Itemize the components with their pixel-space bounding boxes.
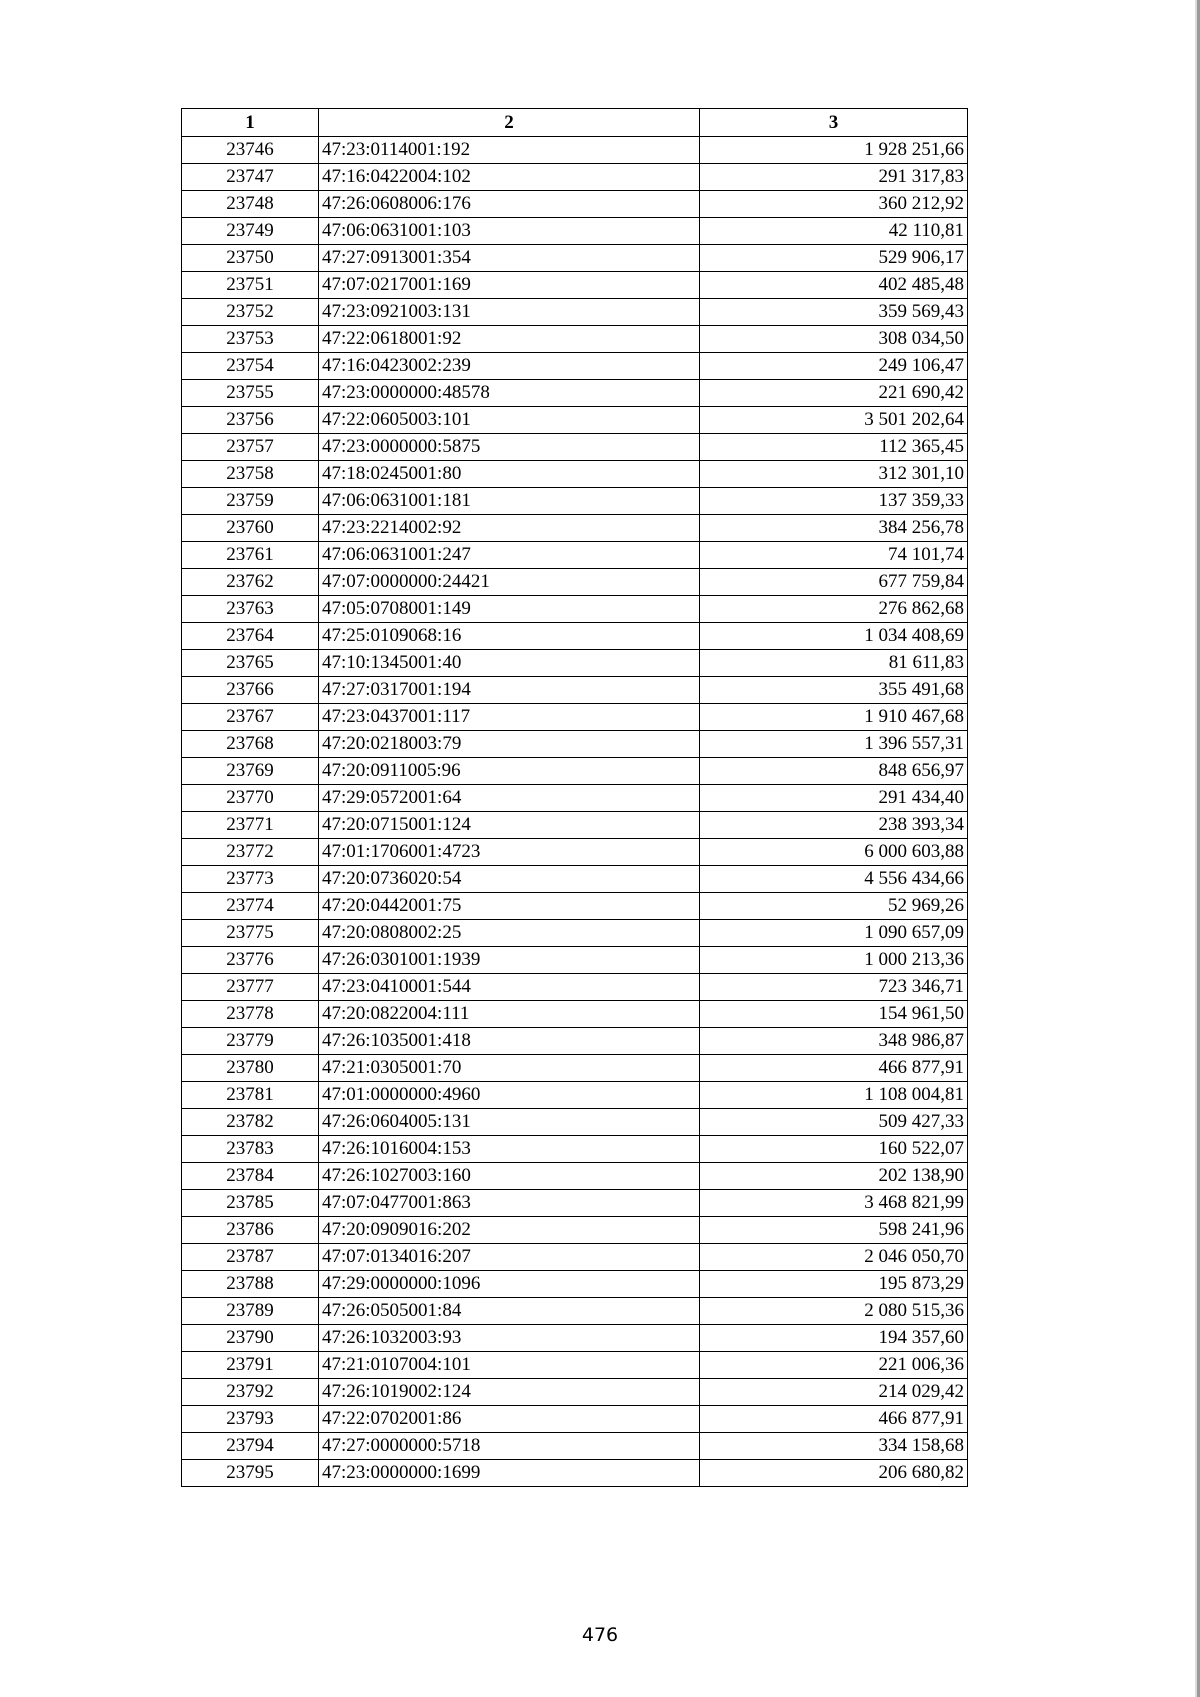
cadastral-number-cell: 47:26:1027003:160 [319,1163,700,1190]
row-number-cell: 23781 [182,1082,319,1109]
table-row [182,1001,968,1028]
table-row [182,731,968,758]
cadastral-number-cell: 47:29:0572001:64 [319,785,700,812]
row-number-cell: 23750 [182,245,319,272]
value-cell: 291 317,83 [700,164,968,191]
table-row [182,569,968,596]
cadastral-number-cell: 47:23:2214002:92 [319,515,700,542]
cadastral-number-cell: 47:06:0631001:247 [319,542,700,569]
table-row [182,704,968,731]
value-cell: 276 862,68 [700,596,968,623]
cadastral-number-cell: 47:07:0000000:24421 [319,569,700,596]
value-cell: 1 910 467,68 [700,704,968,731]
row-number-cell: 23774 [182,893,319,920]
row-number-cell: 23749 [182,218,319,245]
cadastral-number-cell: 47:26:1016004:153 [319,1136,700,1163]
value-cell: 334 158,68 [700,1433,968,1460]
cadastral-number-cell: 47:06:0631001:103 [319,218,700,245]
value-cell: 312 301,10 [700,461,968,488]
cadastral-number-cell: 47:01:1706001:4723 [319,839,700,866]
table-row [182,1271,968,1298]
table-row [182,1325,968,1352]
row-number-cell: 23779 [182,1028,319,1055]
row-number-cell: 23769 [182,758,319,785]
row-number-cell: 23759 [182,488,319,515]
table-row [182,1298,968,1325]
table-row [182,650,968,677]
table-row [182,407,968,434]
cadastral-number-cell: 47:07:0477001:863 [319,1190,700,1217]
row-number-cell: 23778 [182,1001,319,1028]
cadastral-number-cell: 47:29:0000000:1096 [319,1271,700,1298]
cadastral-number-cell: 47:21:0305001:70 [319,1055,700,1082]
cadastral-number-cell: 47:20:0909016:202 [319,1217,700,1244]
cadastral-number-cell: 47:22:0618001:92 [319,326,700,353]
table-row [182,866,968,893]
value-cell: 1 396 557,31 [700,731,968,758]
value-cell: 194 357,60 [700,1325,968,1352]
row-number-cell: 23755 [182,380,319,407]
cadastral-number-cell: 47:23:0921003:131 [319,299,700,326]
table-row [182,893,968,920]
table-row [182,380,968,407]
row-number-cell: 23786 [182,1217,319,1244]
table-row [182,218,968,245]
row-number-cell: 23772 [182,839,319,866]
table-row [182,488,968,515]
value-cell: 195 873,29 [700,1271,968,1298]
table-body [182,137,968,1487]
value-cell: 466 877,91 [700,1055,968,1082]
value-cell: 1 000 213,36 [700,947,968,974]
row-number-cell: 23756 [182,407,319,434]
cadastral-number-cell: 47:20:0911005:96 [319,758,700,785]
table-row [182,1190,968,1217]
row-number-cell: 23790 [182,1325,319,1352]
table-row [182,1109,968,1136]
row-number-cell: 23763 [182,596,319,623]
table-row [182,920,968,947]
table-row [182,272,968,299]
row-number-cell: 23758 [182,461,319,488]
cadastral-number-cell: 47:23:0114001:192 [319,137,700,164]
value-cell: 291 434,40 [700,785,968,812]
table-row [182,758,968,785]
row-number-cell: 23787 [182,1244,319,1271]
row-number-cell: 23791 [182,1352,319,1379]
value-cell: 214 029,42 [700,1379,968,1406]
table-row [182,164,968,191]
cadastral-number-cell: 47:22:0605003:101 [319,407,700,434]
cadastral-number-cell: 47:23:0000000:5875 [319,434,700,461]
row-number-cell: 23751 [182,272,319,299]
cadastral-number-cell: 47:26:0604005:131 [319,1109,700,1136]
row-number-cell: 23766 [182,677,319,704]
cadastral-number-cell: 47:06:0631001:181 [319,488,700,515]
table-row [182,947,968,974]
row-number-cell: 23795 [182,1460,319,1487]
row-number-cell: 23776 [182,947,319,974]
value-cell: 402 485,48 [700,272,968,299]
cadastral-number-cell: 47:23:0437001:117 [319,704,700,731]
value-cell: 154 961,50 [700,1001,968,1028]
cadastral-number-cell: 47:27:0000000:5718 [319,1433,700,1460]
value-cell: 1 928 251,66 [700,137,968,164]
value-cell: 466 877,91 [700,1406,968,1433]
value-cell: 2 080 515,36 [700,1298,968,1325]
row-number-cell: 23762 [182,569,319,596]
row-number-cell: 23748 [182,191,319,218]
value-cell: 509 427,33 [700,1109,968,1136]
value-cell: 348 986,87 [700,1028,968,1055]
value-cell: 723 346,71 [700,974,968,1001]
row-number-cell: 23764 [182,623,319,650]
value-cell: 4 556 434,66 [700,866,968,893]
row-number-cell: 23785 [182,1190,319,1217]
cadastral-number-cell: 47:20:0808002:25 [319,920,700,947]
cadastral-number-cell: 47:21:0107004:101 [319,1352,700,1379]
cadastral-number-cell: 47:26:1032003:93 [319,1325,700,1352]
table-row [182,1082,968,1109]
row-number-cell: 23760 [182,515,319,542]
row-number-cell: 23777 [182,974,319,1001]
cadastral-number-cell: 47:27:0913001:354 [319,245,700,272]
cadastral-number-cell: 47:23:0000000:1699 [319,1460,700,1487]
value-cell: 112 365,45 [700,434,968,461]
value-cell: 221 006,36 [700,1352,968,1379]
table-row [182,434,968,461]
cadastral-number-cell: 47:16:0423002:239 [319,353,700,380]
cadastral-number-cell: 47:26:0505001:84 [319,1298,700,1325]
table-row [182,1028,968,1055]
table-row [182,974,968,1001]
row-number-cell: 23746 [182,137,319,164]
table-row [182,839,968,866]
table-row [182,1136,968,1163]
value-cell: 81 611,83 [700,650,968,677]
value-cell: 6 000 603,88 [700,839,968,866]
value-cell: 359 569,43 [700,299,968,326]
row-number-cell: 23784 [182,1163,319,1190]
row-number-cell: 23747 [182,164,319,191]
value-cell: 384 256,78 [700,515,968,542]
table-row [182,299,968,326]
cadastral-number-cell: 47:25:0109068:16 [319,623,700,650]
value-cell: 360 212,92 [700,191,968,218]
value-cell: 2 046 050,70 [700,1244,968,1271]
row-number-cell: 23767 [182,704,319,731]
table-row [182,623,968,650]
cadastral-number-cell: 47:10:1345001:40 [319,650,700,677]
value-cell: 677 759,84 [700,569,968,596]
row-number-cell: 23792 [182,1379,319,1406]
table-row [182,515,968,542]
row-number-cell: 23753 [182,326,319,353]
value-cell: 3 468 821,99 [700,1190,968,1217]
cadastral-number-cell: 47:20:0736020:54 [319,866,700,893]
row-number-cell: 23783 [182,1136,319,1163]
value-cell: 74 101,74 [700,542,968,569]
cadastral-number-cell: 47:20:0715001:124 [319,812,700,839]
row-number-cell: 23782 [182,1109,319,1136]
row-number-cell: 23768 [182,731,319,758]
column-header-3: 3 [700,109,968,137]
table-row [182,1163,968,1190]
value-cell: 355 491,68 [700,677,968,704]
table-row [182,596,968,623]
table-row [182,1217,968,1244]
cadastral-number-cell: 47:05:0708001:149 [319,596,700,623]
row-number-cell: 23761 [182,542,319,569]
table-row [182,1244,968,1271]
value-cell: 238 393,34 [700,812,968,839]
cadastral-number-cell: 47:07:0217001:169 [319,272,700,299]
value-cell: 221 690,42 [700,380,968,407]
cadastral-number-cell: 47:20:0218003:79 [319,731,700,758]
value-cell: 137 359,33 [700,488,968,515]
table-row [182,353,968,380]
table-row [182,1379,968,1406]
row-number-cell: 23757 [182,434,319,461]
table-row [182,1433,968,1460]
table-row [182,191,968,218]
value-cell: 1 090 657,09 [700,920,968,947]
table-row [182,326,968,353]
cadastral-number-cell: 47:18:0245001:80 [319,461,700,488]
cadastral-number-cell: 47:26:0608006:176 [319,191,700,218]
value-cell: 249 106,47 [700,353,968,380]
table-row [182,245,968,272]
cadastral-number-cell: 47:16:0422004:102 [319,164,700,191]
cadastral-number-cell: 47:23:0410001:544 [319,974,700,1001]
cadastral-number-cell: 47:20:0442001:75 [319,893,700,920]
table-row [182,542,968,569]
value-cell: 202 138,90 [700,1163,968,1190]
table-row [182,461,968,488]
cadastral-number-cell: 47:23:0000000:48578 [319,380,700,407]
table-row [182,137,968,164]
value-cell: 529 906,17 [700,245,968,272]
cadastral-number-cell: 47:01:0000000:4960 [319,1082,700,1109]
value-cell: 308 034,50 [700,326,968,353]
column-header-2: 2 [319,109,700,137]
cadastral-number-cell: 47:26:1019002:124 [319,1379,700,1406]
row-number-cell: 23793 [182,1406,319,1433]
row-number-cell: 23754 [182,353,319,380]
value-cell: 1 034 408,69 [700,623,968,650]
row-number-cell: 23780 [182,1055,319,1082]
value-cell: 3 501 202,64 [700,407,968,434]
value-cell: 1 108 004,81 [700,1082,968,1109]
value-cell: 160 522,07 [700,1136,968,1163]
row-number-cell: 23770 [182,785,319,812]
value-cell: 848 656,97 [700,758,968,785]
value-cell: 206 680,82 [700,1460,968,1487]
value-cell: 598 241,96 [700,1217,968,1244]
cadastral-number-cell: 47:22:0702001:86 [319,1406,700,1433]
cadastral-number-cell: 47:27:0317001:194 [319,677,700,704]
row-number-cell: 23771 [182,812,319,839]
table-row [182,1352,968,1379]
row-number-cell: 23765 [182,650,319,677]
table-row [182,812,968,839]
row-number-cell: 23775 [182,920,319,947]
row-number-cell: 23752 [182,299,319,326]
table-row [182,1406,968,1433]
data-table [181,108,968,1487]
table-row [182,677,968,704]
row-number-cell: 23789 [182,1298,319,1325]
table-row [182,785,968,812]
table-row [182,1055,968,1082]
value-cell: 42 110,81 [700,218,968,245]
cadastral-number-cell: 47:26:1035001:418 [319,1028,700,1055]
header-row [182,109,968,137]
value-cell: 52 969,26 [700,893,968,920]
row-number-cell: 23773 [182,866,319,893]
cadastral-number-cell: 47:07:0134016:207 [319,1244,700,1271]
row-number-cell: 23794 [182,1433,319,1460]
page-number: 476 [581,1624,619,1646]
cadastral-number-cell: 47:20:0822004:111 [319,1001,700,1028]
cadastral-number-cell: 47:26:0301001:1939 [319,947,700,974]
table-row [182,1460,968,1487]
column-header-1: 1 [182,109,319,137]
row-number-cell: 23788 [182,1271,319,1298]
